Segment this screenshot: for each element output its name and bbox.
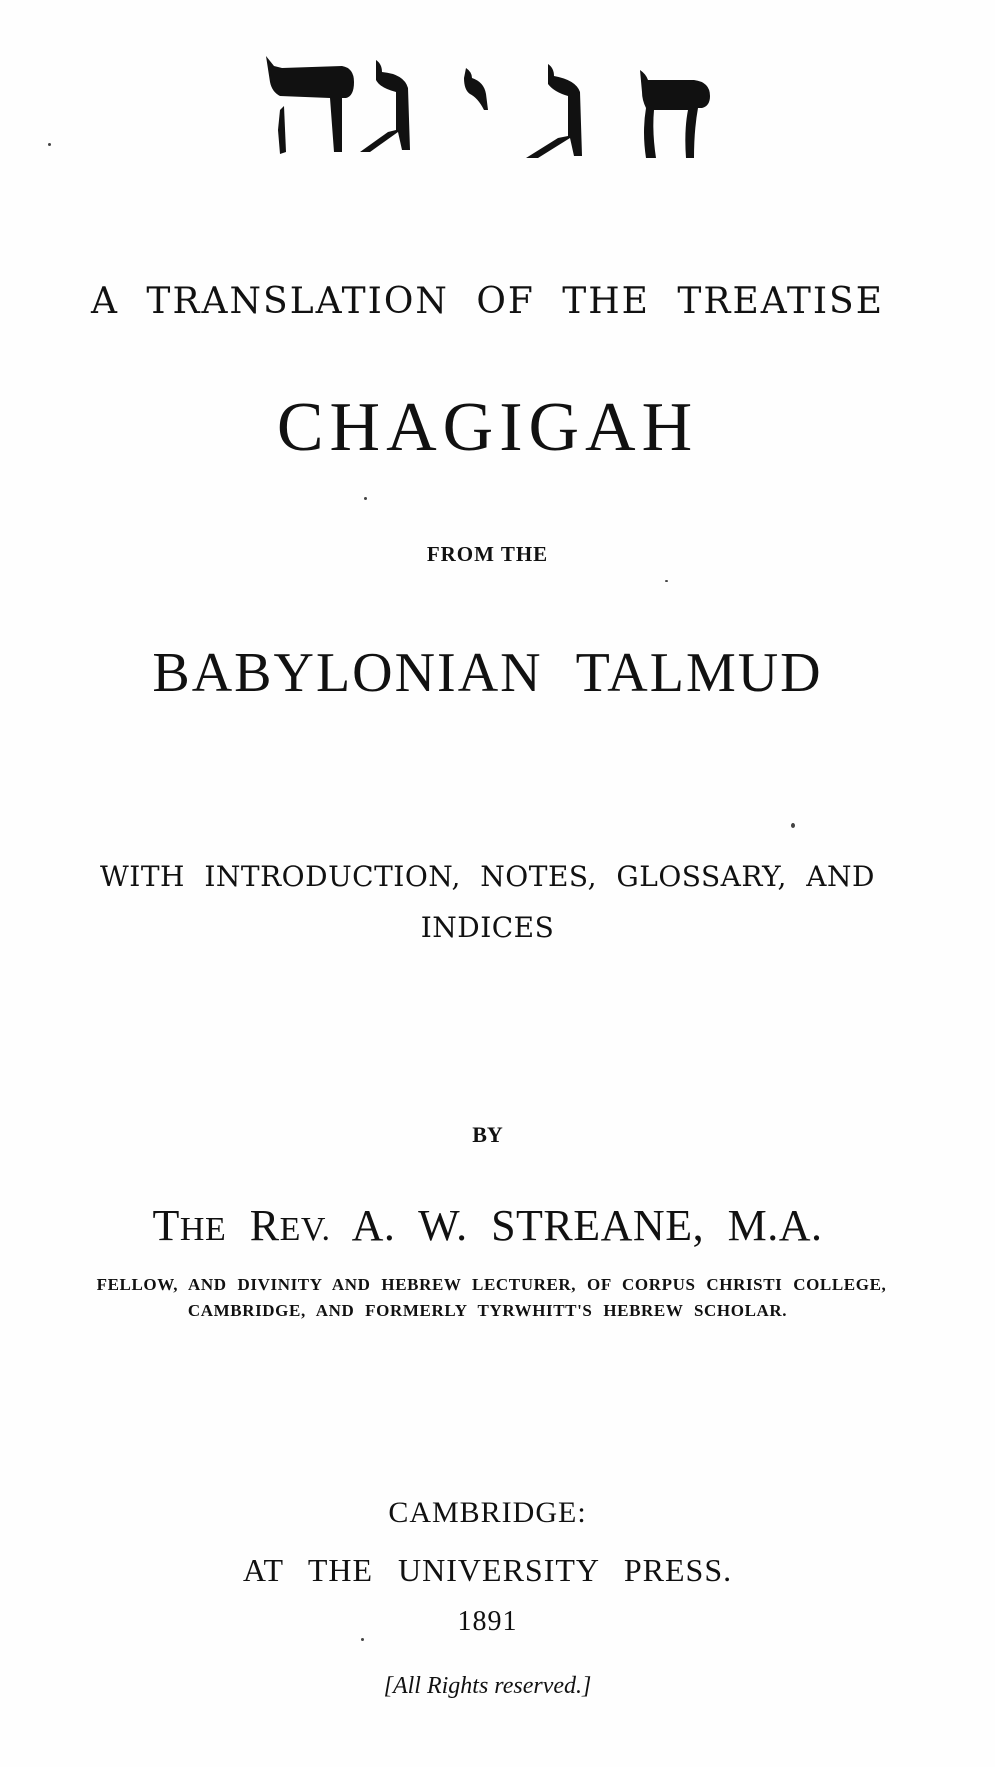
translation-line: A TRANSLATION OF THE TREATISE xyxy=(90,280,884,323)
imprint-place: CAMBRIDGE: xyxy=(388,1496,587,1529)
main-title: CHAGIGAH xyxy=(276,389,699,466)
author-prefix-the-initial: T xyxy=(152,1201,180,1250)
author-prefix-rev-smallcaps: EV. xyxy=(279,1211,331,1248)
contents-line-2: INDICES xyxy=(420,911,555,944)
author-prefix-the-smallcaps: HE xyxy=(179,1211,227,1248)
author-credentials-line-1: FELLOW, AND DIVINITY AND HEBREW LECTURER, OF CORPUS CHRISTI COLLEGE, xyxy=(96,1275,887,1294)
author-prefix-rev-initial: R xyxy=(249,1201,280,1250)
hebrew-title-glyphs xyxy=(258,52,718,162)
scan-speck xyxy=(361,1638,364,1641)
hebrew-title xyxy=(0,52,975,164)
imprint-publisher: AT THE UNIVERSITY PRESS. xyxy=(242,1552,733,1588)
rights-notice: [All Rights reserved.] xyxy=(383,1673,592,1699)
contents-line-1: WITH INTRODUCTION, NOTES, GLOSSARY, AND xyxy=(100,860,875,893)
from-the-label: FROM THE xyxy=(426,542,549,566)
scan-speck xyxy=(48,143,51,146)
scan-speck xyxy=(364,497,367,500)
imprint-year: 1891 xyxy=(457,1606,518,1637)
by-label: BY xyxy=(472,1122,503,1147)
author-name xyxy=(0,1201,975,1250)
source-title: BABYLONIAN TALMUD xyxy=(152,642,823,704)
author-credentials-line-2: CAMBRIDGE, AND FORMERLY TYRWHITT'S HEBREW SCHOLAR. xyxy=(187,1301,788,1320)
author-full-name: A. W. STREANE, M.A. xyxy=(351,1201,823,1250)
scan-speck xyxy=(665,580,668,582)
scan-speck xyxy=(791,823,795,828)
